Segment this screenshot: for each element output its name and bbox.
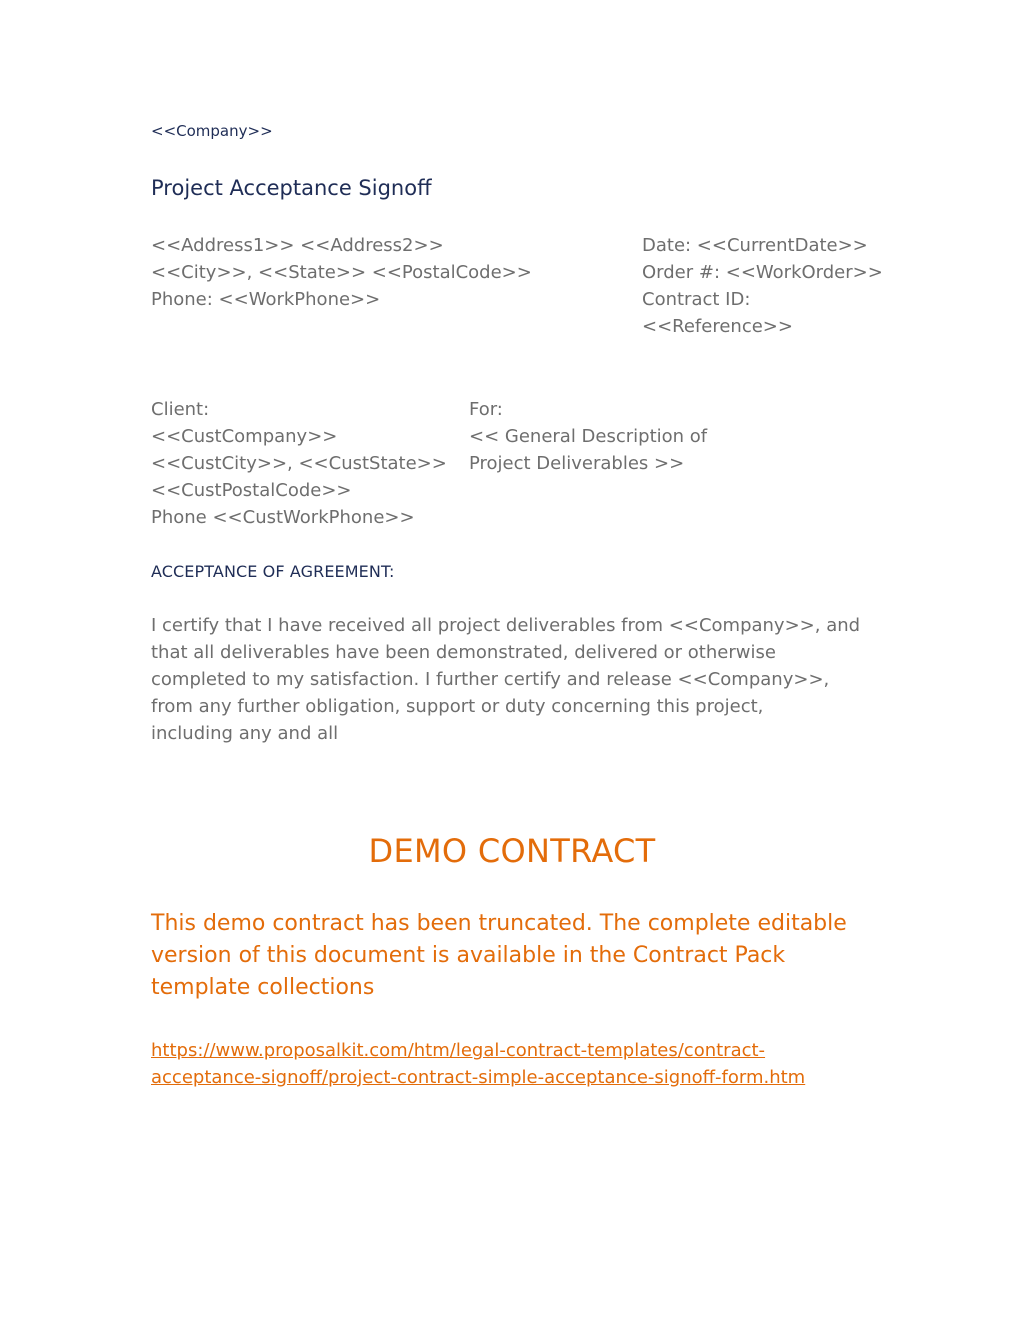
note-line: template collections <box>151 975 375 1000</box>
demo-truncation-note <box>151 908 871 1004</box>
paragraph-line: that all deliverables have been demonstrated, delivered or otherwise <box>151 642 776 663</box>
link-line[interactable]: acceptance-signoff/project-contract-simple-acceptance-signoff-form.htm <box>151 1067 806 1088</box>
address-line-2: <<City>>, <<State>> <<PostalCode>> <box>151 262 532 283</box>
paragraph-line: I certify that I have received all project deliverables from <<Company>>, and <box>151 615 861 636</box>
contract-id-label: Contract ID: <box>642 289 751 310</box>
link-line[interactable]: https://www.proposalkit.com/htm/legal-contract-templates/contract- <box>151 1040 766 1061</box>
deliverables-block <box>469 396 707 477</box>
company-placeholder: <<Company>> <box>151 122 273 140</box>
address-phone: Phone: <<WorkPhone>> <box>151 289 381 310</box>
client-phone: Phone <<CustWorkPhone>> <box>151 507 415 528</box>
deliverables-line-1: << General Description of <box>469 426 708 447</box>
contract-meta-block <box>642 232 883 340</box>
paragraph-line: completed to my satisfaction. I further certify and release <<Company>>, <box>151 669 830 690</box>
client-company: <<CustCompany>> <box>151 426 338 447</box>
client-city-state: <<CustCity>>, <<CustState>> <box>151 453 447 474</box>
client-block <box>151 396 447 531</box>
page-title: Project Acceptance Signoff <box>151 176 432 200</box>
paragraph-line: including any and all <box>151 723 339 744</box>
deliverables-line-2: Project Deliverables >> <box>469 453 685 474</box>
note-line: version of this document is available in the Contract Pack <box>151 943 786 968</box>
note-line: This demo contract has been truncated. The complete editable <box>151 911 847 936</box>
acceptance-heading: ACCEPTANCE OF AGREEMENT: <box>151 562 395 581</box>
paragraph-line: from any further obligation, support or duty concerning this project, <box>151 696 764 717</box>
sender-address-block <box>151 232 532 313</box>
acceptance-paragraph <box>151 612 871 747</box>
demo-contract-title: DEMO CONTRACT <box>368 832 656 870</box>
date-field: Date: <<CurrentDate>> <box>642 235 868 256</box>
order-number-field: Order #: <<WorkOrder>> <box>642 262 883 283</box>
address-line-1: <<Address1>> <<Address2>> <box>151 235 444 256</box>
contract-pack-link[interactable] <box>151 1037 805 1091</box>
client-postal-code: <<CustPostalCode>> <box>151 480 352 501</box>
contract-id-value: <<Reference>> <box>642 316 793 337</box>
for-label: For: <box>469 399 503 420</box>
client-label: Client: <box>151 399 210 420</box>
